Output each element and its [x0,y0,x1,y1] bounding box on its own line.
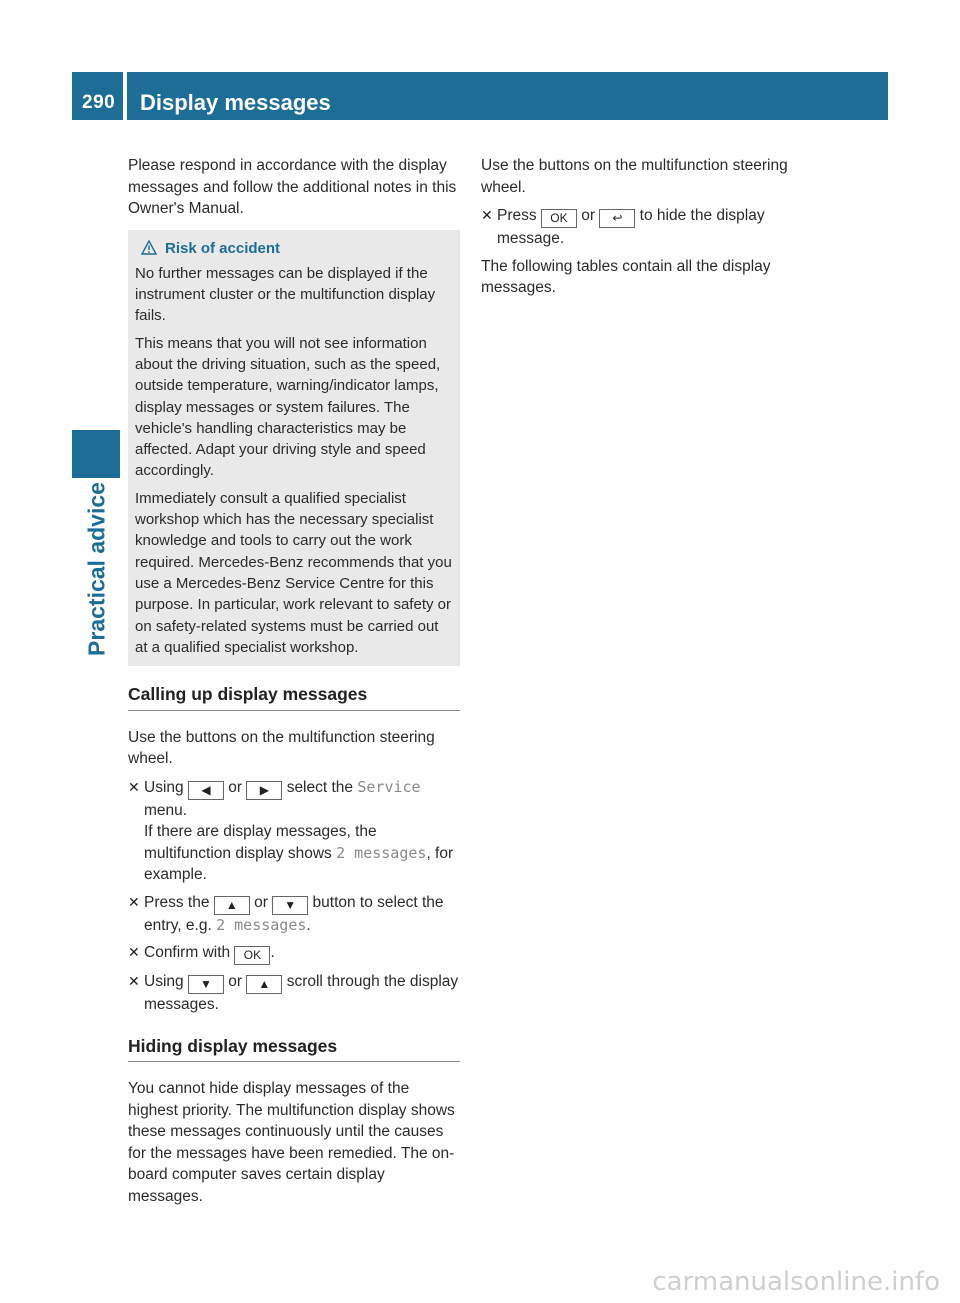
ok-button-key: OK [541,209,577,228]
hiding-text: You cannot hide display messages of the highest priority. The multifunction display shows these messages continuously until the causes for the messages have been remedied. The on-board computer saves certain display messages. [128,1080,455,1205]
calling-intro: Use the buttons on the multifunction steering wheel. [128,728,435,768]
step-text: Confirm with [144,944,231,962]
warning-paragraph: This means that you will not see information about the driving situation, such as the speed, outside temperature, warning/indicator lamps, display messages or system failures. The vehicle's handling characteristics may be affected. Adapt your driving style and speed accordingly. [135,334,441,480]
step-arrow-icon: ✕ [128,778,140,795]
step-text: scroll through the display messages. [144,973,459,1014]
step-text: or [581,207,596,224]
display-code: 2 messages [216,915,307,934]
warning-paragraph: No further messages can be displayed if the instrument cluster or the multifunction display fails. [135,264,436,325]
step-arrow-icon: ✕ [128,973,140,990]
warning-triangle-icon [141,240,157,255]
warning-box [128,230,460,667]
right-outro: The following tables contain all the display messages. [481,257,771,296]
section-heading-calling: Calling up display messages [128,684,460,711]
step-text: Press the [144,893,210,911]
display-code: 2 messages [336,843,427,862]
step-arrow-icon: ✕ [128,893,140,910]
step-text: or [228,973,243,991]
step-text: or [228,778,243,796]
warning-paragraph: Immediately consult a qualified specialist workshop which has the necessary specialist knowledge and tools to carry out the work required. Mercedes-Benz recommends that you use a Mercedes-Benz Service Centre for this purpose. In particular, work relevant to safety or on safety-related systems must be carried out at a qualified specialist workshop. [135,489,452,656]
step-item [128,971,460,1016]
watermark: carmanualsonline.info [652,1267,940,1297]
step-text: to hide the display message. [497,207,765,247]
step-text: . [306,916,311,934]
page-title: Display messages [140,90,331,115]
header-divider [123,72,127,120]
step-text: or [254,893,268,911]
step-text: select the [286,778,354,796]
step-item [128,942,460,965]
step-arrow-icon: ✕ [481,207,493,223]
page-number: 290 [82,92,116,113]
ok-button-key: OK [234,946,270,965]
chapter-label: Practical advice [83,482,110,656]
display-code: Service [357,777,421,796]
step-text: button to select the entry, e.g. [144,893,444,934]
section-heading-hiding: Hiding display messages [128,1036,460,1063]
right-button-key: ▶ [246,781,282,800]
down-button-key: ▼ [188,975,224,994]
step-text: Using [144,778,184,796]
warning-heading [135,238,454,259]
step-text: . [270,944,275,962]
right-intro: Use the buttons on the multifunction steering wheel. [481,157,788,196]
step-item [128,777,460,886]
left-button-key: ◀ [188,781,224,800]
step-note: If there are display messages, the multifunction display shows [144,823,377,862]
step-text: menu. [144,801,188,819]
step-text: Using [144,973,184,991]
left-column [128,155,460,1214]
down-button-key: ▼ [272,896,308,915]
up-button-key: ▲ [246,975,282,994]
step-item [481,205,821,250]
right-column [481,155,821,306]
step-item [128,892,460,937]
step-note: , for example. [144,844,454,884]
step-text: Press [497,207,537,224]
back-button-key: ↩ [599,209,635,228]
up-button-key: ▲ [214,896,250,915]
step-arrow-icon: ✕ [128,944,140,961]
warning-title: Risk of accident [165,239,281,257]
side-tab [72,430,120,478]
intro-text: Please respond in accordance with the display messages and follow the additional notes in this Owner's Manual. [128,157,457,217]
